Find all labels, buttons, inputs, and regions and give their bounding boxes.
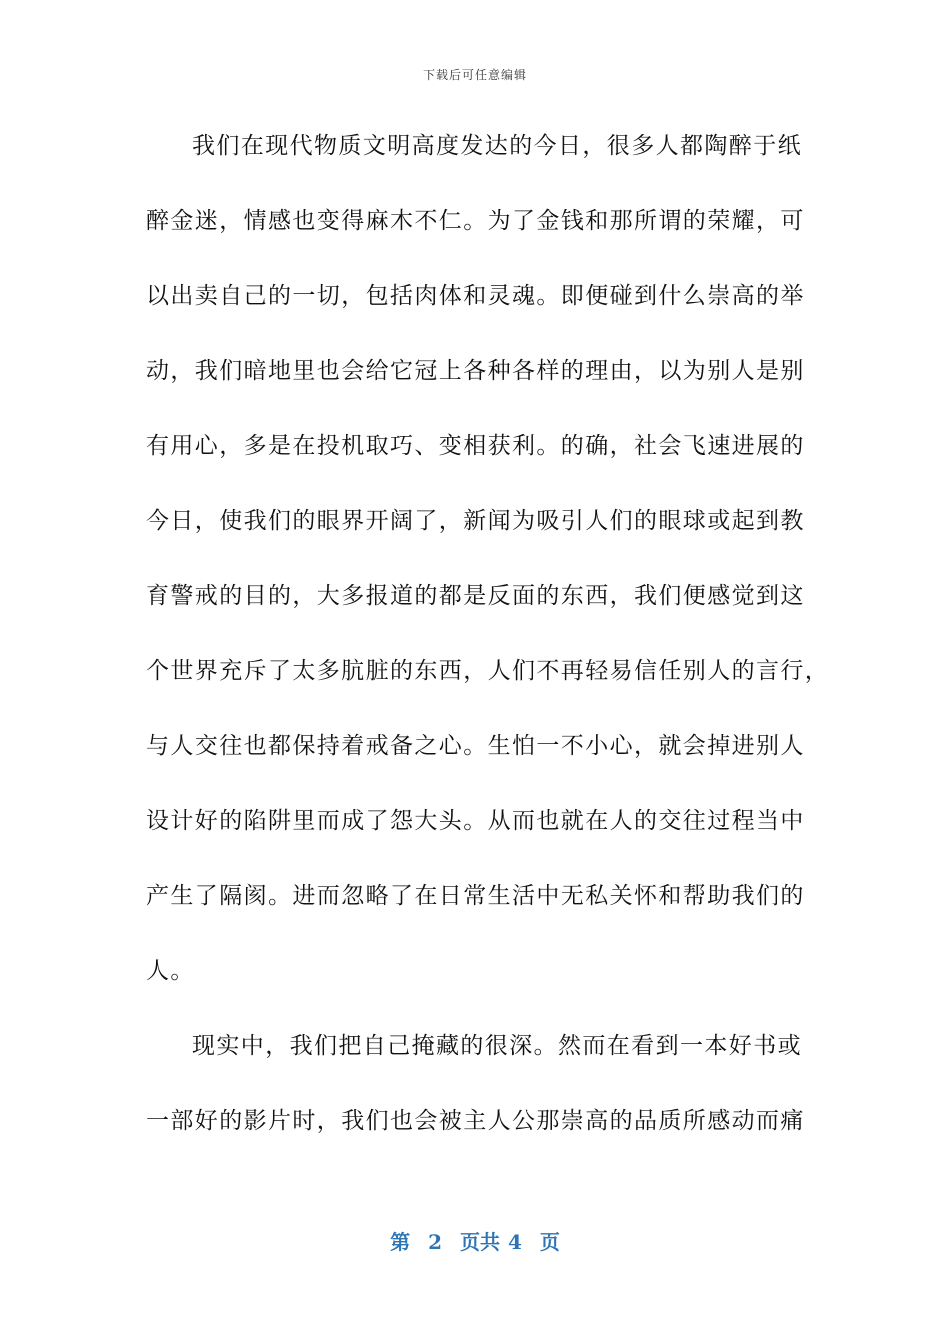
text-line: 现实中，我们把自己掩藏的很深。然而在看到一本好书或 bbox=[192, 1033, 802, 1059]
header-text: 下载后可任意编辑 bbox=[422, 68, 527, 82]
text-line: 我们在现代物质文明高度发达的今日，很多人都陶醉于纸 bbox=[192, 133, 802, 159]
current-page-number: 2 bbox=[428, 1230, 442, 1254]
paragraph-2 bbox=[146, 1027, 806, 1177]
text-line: 人。 bbox=[146, 958, 195, 984]
text-line: 一部好的影片时，我们也会被主人公那崇高的品质所感动而痛 bbox=[146, 1108, 805, 1134]
text-line: 醉金迷，情感也变得麻木不仁。为了金钱和那所谓的荣耀，可 bbox=[146, 208, 805, 234]
paragraph-1 bbox=[146, 127, 830, 1027]
text-line: 设计好的陷阱里而成了怨大头。从而也就在人的交往过程当中 bbox=[146, 808, 805, 834]
text-line: 与人交往也都保持着戒备之心。生怕一不小心，就会掉进别人 bbox=[146, 733, 805, 759]
total-pages-number: 4 bbox=[508, 1230, 522, 1254]
text-line: 今日，使我们的眼界开阔了，新闻为吸引人们的眼球或起到教 bbox=[146, 508, 805, 534]
footer-suffix: 页 bbox=[539, 1230, 560, 1254]
text-line: 产生了隔阂。进而忽略了在日常生活中无私关怀和帮助我们的 bbox=[146, 883, 805, 909]
document-body bbox=[146, 127, 830, 1177]
page-header bbox=[0, 66, 950, 83]
text-line: 以出卖自己的一切，包括肉体和灵魂。即便碰到什么崇高的举 bbox=[146, 283, 805, 309]
footer-middle: 页共 bbox=[460, 1230, 500, 1254]
text-line: 个世界充斥了太多肮脏的东西，人们不再轻易信任别人的言行， bbox=[146, 658, 830, 684]
page-footer bbox=[0, 1226, 950, 1255]
text-line: 育警戒的目的，大多报道的都是反面的东西，我们便感觉到这 bbox=[146, 583, 805, 609]
text-line: 有用心，多是在投机取巧、变相获利。的确，社会飞速进展的 bbox=[146, 433, 805, 459]
text-line: 动，我们暗地里也会给它冠上各种各样的理由，以为别人是别 bbox=[146, 358, 805, 384]
footer-prefix: 第 bbox=[390, 1230, 411, 1254]
